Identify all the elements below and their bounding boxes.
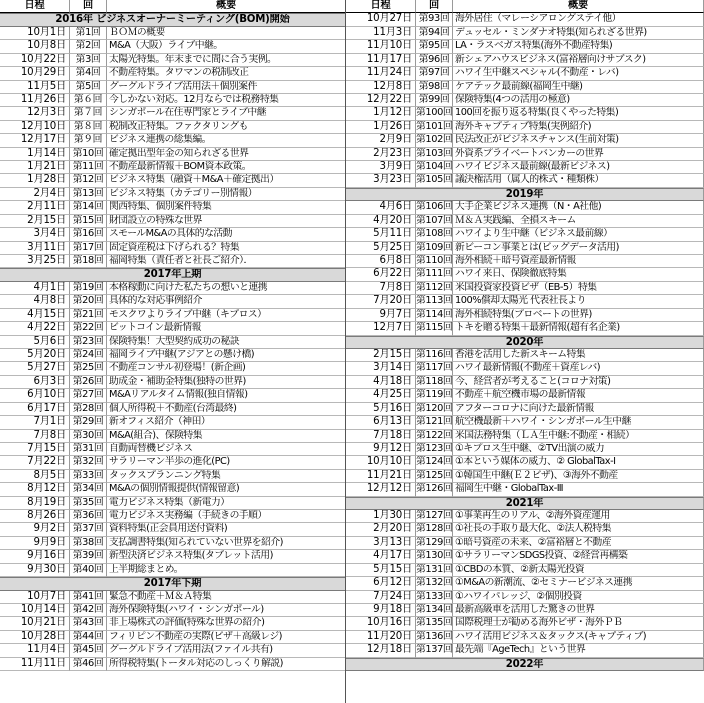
cell-episode[interactable]: 第98回 xyxy=(416,81,453,94)
cell-summary[interactable]: ①暗号資産の未来、②富裕層と不動産 xyxy=(453,537,704,550)
cell-date[interactable]: 8月26日 xyxy=(0,510,70,523)
cell-summary[interactable]: M&A（大阪）ライブ中継。 xyxy=(107,40,346,53)
cell-summary[interactable]: 香港を活用した新スキーム特集 xyxy=(453,349,704,362)
cell-date[interactable]: 3月14日 xyxy=(346,362,416,375)
cell-date[interactable]: 12月18日 xyxy=(346,644,416,657)
header-num[interactable]: 回 xyxy=(70,0,107,13)
cell-date[interactable]: 8月19日 xyxy=(0,497,70,510)
cell-date[interactable]: 10月21日 xyxy=(0,617,70,630)
cell-episode[interactable]: 第111回 xyxy=(416,268,453,281)
cell-summary[interactable]: ①本という媒体の威力、② GlobalTax-Ⅰ xyxy=(453,456,704,469)
cell-summary[interactable]: Ｍ＆Ａ実践編、全損スキーム xyxy=(453,215,704,228)
cell-date[interactable]: 12月7日 xyxy=(346,322,416,335)
cell-episode[interactable]: 第26回 xyxy=(70,376,107,389)
cell-date[interactable]: 11月11日 xyxy=(0,658,70,671)
cell-episode[interactable]: 第127回 xyxy=(416,510,453,523)
cell-summary[interactable]: モスクワよりライブ中継（キプロス） xyxy=(107,309,346,322)
cell-date[interactable]: 9月9日 xyxy=(0,537,70,550)
cell-episode[interactable]: 第97回 xyxy=(416,67,453,80)
cell-summary[interactable]: フィリピン不動産の実際(ビザ＋高級レジ) xyxy=(107,631,346,644)
cell-episode[interactable]: 第123回 xyxy=(416,443,453,456)
cell-summary[interactable]: グーグルドライブ活用法(ファイル共有) xyxy=(107,644,346,657)
right-schedule-table xyxy=(346,0,704,671)
cell-episode[interactable]: 第113回 xyxy=(416,295,453,308)
cell-date[interactable]: 4月8日 xyxy=(0,295,70,308)
cell-episode[interactable]: 第100回 xyxy=(416,107,453,120)
cell-date[interactable]: 4月20日 xyxy=(346,215,416,228)
cell-summary[interactable]: 新型決済ビジネス特集(タブレット活用) xyxy=(107,550,346,563)
cell-summary[interactable]: デュッセル・ミンダナオ特集(知られざる世界) xyxy=(453,27,704,40)
cell-episode[interactable]: 第15回 xyxy=(70,215,107,228)
cell-episode[interactable]: 第112回 xyxy=(416,282,453,295)
cell-summary[interactable]: ビットコイン最新情報 xyxy=(107,322,346,335)
cell-episode[interactable]: 第６回 xyxy=(70,94,107,107)
cell-episode[interactable]: 第10回 xyxy=(70,148,107,161)
cell-date[interactable]: 3月11日 xyxy=(0,242,70,255)
cell-summary[interactable]: ①事業再生のリアル、②海外資産運用 xyxy=(453,510,704,523)
cell-summary[interactable]: 今しかない対応。12月ならでは税務特集 xyxy=(107,94,346,107)
cell-date[interactable]: 7月24日 xyxy=(346,591,416,604)
cell-summary[interactable]: 100回を振り返る特集(良くやった特集) xyxy=(453,107,704,120)
cell-episode[interactable]: 第７回 xyxy=(70,107,107,120)
cell-date[interactable]: 9月16日 xyxy=(0,550,70,563)
cell-summary[interactable]: 関西特集、個別案件特集 xyxy=(107,201,346,214)
cell-date[interactable]: 1月30日 xyxy=(346,510,416,523)
cell-summary[interactable]: 100%償却太陽光 代表社長より xyxy=(453,295,704,308)
cell-summary[interactable]: 本格稼動に向けた私たちの想いと連携 xyxy=(107,282,346,295)
cell-episode[interactable]: 第30回 xyxy=(70,430,107,443)
cell-date[interactable]: 11月21日 xyxy=(346,470,416,483)
cell-episode[interactable]: 第19回 xyxy=(70,282,107,295)
cell-date[interactable]: 7月18日 xyxy=(346,430,416,443)
cell-date[interactable]: 10月1日 xyxy=(0,27,70,40)
cell-summary[interactable]: ハワイ活用ビジネス＆タックス(キャプティブ) xyxy=(453,631,704,644)
cell-summary[interactable]: 外資系プライベートバンカーの世界 xyxy=(453,148,704,161)
cell-summary[interactable]: 国際税理士が勧める海外ビザ・海外ＰＢ xyxy=(453,617,704,630)
cell-summary[interactable]: ①M&Aの新潮流、②セミナービジネス連携 xyxy=(453,577,704,590)
cell-episode[interactable]: 第93回 xyxy=(416,13,453,26)
cell-date[interactable]: 1月12日 xyxy=(346,107,416,120)
cell-date[interactable]: 11月5日 xyxy=(0,81,70,94)
cell-date[interactable]: 9月18日 xyxy=(346,604,416,617)
cell-summary[interactable]: 最先端『AgeTech』という世界 xyxy=(453,644,704,657)
cell-episode[interactable]: 第40回 xyxy=(70,564,107,577)
cell-episode[interactable]: 第29回 xyxy=(70,416,107,429)
cell-summary[interactable]: 新ビーコン事業とは(ビッグデータ活用) xyxy=(453,242,704,255)
cell-episode[interactable]: 第134回 xyxy=(416,604,453,617)
cell-date[interactable]: 12月12日 xyxy=(346,483,416,496)
cell-date[interactable]: 3月13日 xyxy=(346,537,416,550)
cell-episode[interactable]: 第2回 xyxy=(70,40,107,53)
cell-episode[interactable]: 第42回 xyxy=(70,604,107,617)
cell-date[interactable]: 7月20日 xyxy=(346,295,416,308)
cell-summary[interactable]: 不動産特集。タワマンの税制改正 xyxy=(107,67,346,80)
cell-episode[interactable]: 第11回 xyxy=(70,161,107,174)
cell-date[interactable]: 1月26日 xyxy=(346,121,416,134)
header-date[interactable]: 日程 xyxy=(0,0,70,13)
cell-date[interactable]: 6月12日 xyxy=(346,577,416,590)
cell-date[interactable]: 7月8日 xyxy=(0,430,70,443)
cell-episode[interactable]: 第120回 xyxy=(416,403,453,416)
cell-episode[interactable]: 第128回 xyxy=(416,523,453,536)
cell-episode[interactable]: 第20回 xyxy=(70,295,107,308)
cell-date[interactable]: 6月22日 xyxy=(346,268,416,281)
cell-summary[interactable]: 海外キャプティブ特集(実例紹介) xyxy=(453,121,704,134)
cell-episode[interactable]: 第110回 xyxy=(416,255,453,268)
cell-summary[interactable]: 福岡特集（責任者と社長ご紹介）． xyxy=(107,255,346,268)
cell-date[interactable]: 11月3日 xyxy=(346,27,416,40)
cell-episode[interactable]: 第14回 xyxy=(70,201,107,214)
cell-date[interactable]: 8月5日 xyxy=(0,470,70,483)
cell-summary[interactable]: M&A(組合)、保険特集 xyxy=(107,430,346,443)
cell-episode[interactable]: 第103回 xyxy=(416,148,453,161)
cell-date[interactable]: 11月4日 xyxy=(0,644,70,657)
cell-summary[interactable]: 新シェアハウスビジネス(富裕層向けサブスク) xyxy=(453,54,704,67)
cell-episode[interactable]: 第17回 xyxy=(70,242,107,255)
cell-episode[interactable]: 第23回 xyxy=(70,336,107,349)
cell-summary[interactable]: スモールM&Aの具体的な活動 xyxy=(107,228,346,241)
section-header[interactable]: 2016年 ビジネスオーナーミーティング(BOM)開始 xyxy=(0,13,346,26)
cell-summary[interactable]: 海外相続特集(プロベートの世界) xyxy=(453,309,704,322)
cell-episode[interactable]: 第12回 xyxy=(70,174,107,187)
cell-episode[interactable]: 第94回 xyxy=(416,27,453,40)
cell-episode[interactable]: 第105回 xyxy=(416,174,453,187)
cell-episode[interactable]: 第115回 xyxy=(416,322,453,335)
cell-date[interactable]: 11月10日 xyxy=(346,40,416,53)
cell-episode[interactable]: 第45回 xyxy=(70,644,107,657)
cell-date[interactable]: 9月7日 xyxy=(346,309,416,322)
cell-episode[interactable]: 第95回 xyxy=(416,40,453,53)
cell-date[interactable]: 6月10日 xyxy=(0,389,70,402)
cell-summary[interactable]: 議決権活用（属人的株式・種類株） xyxy=(453,174,704,187)
cell-date[interactable]: 9月12日 xyxy=(346,443,416,456)
cell-episode[interactable]: 第25回 xyxy=(70,362,107,375)
cell-date[interactable]: 5月25日 xyxy=(346,242,416,255)
cell-date[interactable]: 6月17日 xyxy=(0,403,70,416)
cell-date[interactable]: 4月17日 xyxy=(346,550,416,563)
cell-date[interactable]: 5月20日 xyxy=(0,349,70,362)
cell-summary[interactable]: 太陽光特集。年末までに間に合う実例。 xyxy=(107,54,346,67)
cell-date[interactable]: 2月23日 xyxy=(346,148,416,161)
cell-summary[interactable]: 助成金・補助金特集(独特の世界) xyxy=(107,376,346,389)
cell-summary[interactable]: グーグルドライブ活用法＋個別案件 xyxy=(107,81,346,94)
cell-date[interactable]: 10月16日 xyxy=(346,617,416,630)
cell-episode[interactable]: 第118回 xyxy=(416,376,453,389)
section-header[interactable]: 2022年 xyxy=(346,658,704,671)
cell-summary[interactable]: 福岡ライブ中継(アジアとの懸け橋) xyxy=(107,349,346,362)
cell-episode[interactable]: 第35回 xyxy=(70,497,107,510)
cell-date[interactable]: 12月10日 xyxy=(0,121,70,134)
cell-date[interactable]: 4月22日 xyxy=(0,322,70,335)
cell-summary[interactable]: 非上場株式の評価(特殊な世界の紹介) xyxy=(107,617,346,630)
cell-summary[interactable]: ①キプロス生中継、②TV出演の威力 xyxy=(453,443,704,456)
cell-summary[interactable]: 福岡生中継・GlobalTax-Ⅲ xyxy=(453,483,704,496)
cell-episode[interactable]: 第122回 xyxy=(416,430,453,443)
cell-summary[interactable]: ハワイ来日、保険徹底特集 xyxy=(453,268,704,281)
cell-date[interactable]: 5月11日 xyxy=(346,228,416,241)
cell-summary[interactable]: M&Aの個別情報提供(情報留意) xyxy=(107,483,346,496)
cell-episode[interactable]: 第109回 xyxy=(416,242,453,255)
cell-episode[interactable]: 第3回 xyxy=(70,54,107,67)
cell-date[interactable]: 6月3日 xyxy=(0,376,70,389)
cell-date[interactable]: 9月2日 xyxy=(0,523,70,536)
cell-date[interactable]: 7月1日 xyxy=(0,416,70,429)
cell-episode[interactable]: 第21回 xyxy=(70,309,107,322)
cell-summary[interactable]: 保険特集！大型契約成功の秘訣 xyxy=(107,336,346,349)
cell-episode[interactable]: 第124回 xyxy=(416,456,453,469)
section-header[interactable]: 2019年 xyxy=(346,188,704,201)
cell-summary[interactable]: 財団設立の特殊な世界 xyxy=(107,215,346,228)
cell-date[interactable]: 2月11日 xyxy=(0,201,70,214)
cell-summary[interactable]: ビジネス特集（カテゴリー別情報） xyxy=(107,188,346,201)
cell-episode[interactable]: 第106回 xyxy=(416,201,453,214)
cell-episode[interactable]: 第13回 xyxy=(70,188,107,201)
cell-date[interactable]: 3月4日 xyxy=(0,228,70,241)
cell-summary[interactable]: 民法改正がビジネスチャンス(生前対策) xyxy=(453,134,704,147)
cell-summary[interactable]: 不動産最新情報＋BOM資本政策。 xyxy=(107,161,346,174)
cell-date[interactable]: 10月28日 xyxy=(0,631,70,644)
cell-episode[interactable]: 第121回 xyxy=(416,416,453,429)
cell-date[interactable]: 3月23日 xyxy=(346,174,416,187)
cell-episode[interactable]: 第31回 xyxy=(70,443,107,456)
cell-date[interactable]: 11月20日 xyxy=(346,631,416,644)
cell-episode[interactable]: 第41回 xyxy=(70,591,107,604)
cell-summary[interactable]: 米国法務特集（ＬＡ生中継:不動産・相続） xyxy=(453,430,704,443)
cell-summary[interactable]: ＢＯＭの概要 xyxy=(107,27,346,40)
cell-summary[interactable]: 所得税特集(トータル対応のしっくり解説) xyxy=(107,658,346,671)
cell-episode[interactable]: 第24回 xyxy=(70,349,107,362)
cell-episode[interactable]: 第43回 xyxy=(70,617,107,630)
section-header[interactable]: 2021年 xyxy=(346,497,704,510)
cell-date[interactable]: 12月8日 xyxy=(346,81,416,94)
cell-date[interactable]: 5月6日 xyxy=(0,336,70,349)
cell-summary[interactable]: ビジネス連携の総集編。 xyxy=(107,134,346,147)
cell-episode[interactable]: 第108回 xyxy=(416,228,453,241)
cell-date[interactable]: 3月9日 xyxy=(346,161,416,174)
cell-episode[interactable]: 第126回 xyxy=(416,483,453,496)
cell-summary[interactable]: ビジネス特集（融資＋M&A＋確定拠出） xyxy=(107,174,346,187)
cell-summary[interactable]: 海外居住（マレーシアロングステイ他） xyxy=(453,13,704,26)
cell-date[interactable]: 1月28日 xyxy=(0,174,70,187)
cell-episode[interactable]: 第119回 xyxy=(416,389,453,402)
section-header[interactable]: 2017年下期 xyxy=(0,577,346,590)
cell-episode[interactable]: 第133回 xyxy=(416,591,453,604)
cell-episode[interactable]: 第104回 xyxy=(416,161,453,174)
cell-date[interactable]: 4月6日 xyxy=(346,201,416,214)
cell-episode[interactable]: 第44回 xyxy=(70,631,107,644)
cell-date[interactable]: 10月22日 xyxy=(0,54,70,67)
cell-date[interactable]: 12月22日 xyxy=(346,94,416,107)
cell-summary[interactable]: ハワイビジネス最前線(最新ビジネス) xyxy=(453,161,704,174)
cell-episode[interactable]: 第135回 xyxy=(416,617,453,630)
cell-summary[interactable]: M&Aリアルタイム情報(独自情報) xyxy=(107,389,346,402)
cell-summary[interactable]: 航空機最新＋ハワイ・シンガポール生中継 xyxy=(453,416,704,429)
section-header[interactable]: 2017年上期 xyxy=(0,268,346,281)
header-summary[interactable]: 概要 xyxy=(453,0,704,13)
cell-date[interactable]: 10月10日 xyxy=(346,456,416,469)
cell-episode[interactable]: 第102回 xyxy=(416,134,453,147)
cell-date[interactable]: 2月20日 xyxy=(346,523,416,536)
left-schedule-table xyxy=(0,0,346,671)
cell-date[interactable]: 1月14日 xyxy=(0,148,70,161)
cell-episode[interactable]: 第114回 xyxy=(416,309,453,322)
cell-summary[interactable]: タックスプランニング特集 xyxy=(107,470,346,483)
cell-date[interactable]: 8月12日 xyxy=(0,483,70,496)
cell-episode[interactable]: 第18回 xyxy=(70,255,107,268)
cell-date[interactable]: 2月9日 xyxy=(346,134,416,147)
cell-episode[interactable]: 第９回 xyxy=(70,134,107,147)
cell-date[interactable]: 10月27日 xyxy=(346,13,416,26)
cell-episode[interactable]: 第107回 xyxy=(416,215,453,228)
cell-date[interactable]: 5月27日 xyxy=(0,362,70,375)
cell-summary[interactable]: 支払調書特集(知られていない世界を紹介) xyxy=(107,537,346,550)
cell-summary[interactable]: ①ハワイパレッジ、②個別投資 xyxy=(453,591,704,604)
cell-episode[interactable]: 第125回 xyxy=(416,470,453,483)
cell-summary[interactable]: 資料特集(正会員用送付資料) xyxy=(107,523,346,536)
cell-date[interactable]: 4月1日 xyxy=(0,282,70,295)
cell-summary[interactable]: 緊急不動産＋Ｍ＆Ａ特集 xyxy=(107,591,346,604)
cell-date[interactable]: 4月15日 xyxy=(0,309,70,322)
cell-episode[interactable]: 第27回 xyxy=(70,389,107,402)
cell-episode[interactable]: 第4回 xyxy=(70,67,107,80)
cell-episode[interactable]: 第101回 xyxy=(416,121,453,134)
cell-episode[interactable]: 第16回 xyxy=(70,228,107,241)
cell-episode[interactable]: 第39回 xyxy=(70,550,107,563)
cell-summary[interactable]: 個人所得税＋不動産(台湾最終) xyxy=(107,403,346,416)
cell-date[interactable]: 7月8日 xyxy=(346,282,416,295)
cell-date[interactable]: 11月26日 xyxy=(0,94,70,107)
cell-summary[interactable]: 確定拠出型年金の知られざる世界 xyxy=(107,148,346,161)
cell-summary[interactable]: ①サラリーマンSDGS投資、②経営再構築 xyxy=(453,550,704,563)
cell-episode[interactable]: 第32回 xyxy=(70,456,107,469)
cell-summary[interactable]: 米国投資家投資ビザ（EB-5）特集 xyxy=(453,282,704,295)
cell-date[interactable]: 7月15日 xyxy=(0,443,70,456)
cell-date[interactable]: 4月18日 xyxy=(346,376,416,389)
cell-summary[interactable]: 具体的な対応事例紹介 xyxy=(107,295,346,308)
cell-date[interactable]: 4月25日 xyxy=(346,389,416,402)
cell-summary[interactable]: 海外相続＋暗号資産最新情報 xyxy=(453,255,704,268)
cell-summary[interactable]: ハワイより生中継（ビジネス最前線） xyxy=(453,228,704,241)
cell-episode[interactable]: 第36回 xyxy=(70,510,107,523)
cell-date[interactable]: 3月25日 xyxy=(0,255,70,268)
cell-episode[interactable]: 第22回 xyxy=(70,322,107,335)
cell-date[interactable]: 9月30日 xyxy=(0,564,70,577)
cell-date[interactable]: 5月16日 xyxy=(346,403,416,416)
cell-episode[interactable]: 第117回 xyxy=(416,362,453,375)
cell-episode[interactable]: 第137回 xyxy=(416,644,453,657)
cell-date[interactable]: 1月21日 xyxy=(0,161,70,174)
cell-episode[interactable]: 第130回 xyxy=(416,550,453,563)
header-num[interactable]: 回 xyxy=(416,0,453,13)
header-date[interactable]: 日程 xyxy=(346,0,416,13)
cell-summary[interactable]: 固定資産税は下げられる？特集 xyxy=(107,242,346,255)
cell-episode[interactable]: 第96回 xyxy=(416,54,453,67)
cell-summary[interactable]: ①社長の手取り最大化、②法人税特集 xyxy=(453,523,704,536)
cell-episode[interactable]: 第99回 xyxy=(416,94,453,107)
cell-summary[interactable]: ①韓国生中継(Ｅ２ビザ)、③海外不動産 xyxy=(453,470,704,483)
cell-date[interactable]: 2月4日 xyxy=(0,188,70,201)
cell-summary[interactable]: サラリーマン半歩の進化(PC) xyxy=(107,456,346,469)
cell-date[interactable]: 11月17日 xyxy=(346,54,416,67)
cell-episode[interactable]: 第38回 xyxy=(70,537,107,550)
cell-episode[interactable]: 第33回 xyxy=(70,470,107,483)
cell-summary[interactable]: 自動両替機ビジネス xyxy=(107,443,346,456)
cell-summary[interactable]: トキを贈る特集＋最新情報(超有名企業) xyxy=(453,322,704,335)
cell-date[interactable]: 6月13日 xyxy=(346,416,416,429)
cell-episode[interactable]: 第136回 xyxy=(416,631,453,644)
cell-date[interactable]: 6月8日 xyxy=(346,255,416,268)
cell-episode[interactable]: 第132回 xyxy=(416,577,453,590)
cell-episode[interactable]: 第46回 xyxy=(70,658,107,671)
cell-episode[interactable]: 第131回 xyxy=(416,564,453,577)
cell-summary[interactable]: ケアテック最前線(福岡生中継) xyxy=(453,81,704,94)
cell-date[interactable]: 10月8日 xyxy=(0,40,70,53)
cell-summary[interactable]: 新オフィス紹介（神田） xyxy=(107,416,346,429)
cell-summary[interactable]: ①CBDの本質、②新太陽光投資 xyxy=(453,564,704,577)
cell-summary[interactable]: 電力ビジネス実務編（手続きの手順） xyxy=(107,510,346,523)
cell-date[interactable]: 10月7日 xyxy=(0,591,70,604)
cell-summary[interactable]: 上半期総まとめ。 xyxy=(107,564,346,577)
cell-date[interactable]: 5月15日 xyxy=(346,564,416,577)
cell-summary[interactable]: 保険特集(4つの活用の極意) xyxy=(453,94,704,107)
cell-date[interactable]: 2月15日 xyxy=(0,215,70,228)
cell-episode[interactable]: 第5回 xyxy=(70,81,107,94)
cell-summary[interactable]: 今、経営者が考えること(コロナ対策) xyxy=(453,376,704,389)
cell-date[interactable]: 10月14日 xyxy=(0,604,70,617)
cell-date[interactable]: 12月17日 xyxy=(0,134,70,147)
cell-summary[interactable]: 不動産＋航空機市場の最新情報 xyxy=(453,389,704,402)
cell-episode[interactable]: 第28回 xyxy=(70,403,107,416)
cell-episode[interactable]: 第34回 xyxy=(70,483,107,496)
cell-episode[interactable]: 第８回 xyxy=(70,121,107,134)
cell-summary[interactable]: ハワイ生中継スペシャル(不動産・レバ) xyxy=(453,67,704,80)
cell-summary[interactable]: 大手企業ビジネス連携（N・A社他) xyxy=(453,201,704,214)
cell-episode[interactable]: 第129回 xyxy=(416,537,453,550)
cell-date[interactable]: 7月22日 xyxy=(0,456,70,469)
header-summary[interactable]: 概要 xyxy=(107,0,346,13)
cell-episode[interactable]: 第116回 xyxy=(416,349,453,362)
cell-summary[interactable]: 電力ビジネス特集（新電力） xyxy=(107,497,346,510)
cell-date[interactable]: 2月15日 xyxy=(346,349,416,362)
cell-episode[interactable]: 第1回 xyxy=(70,27,107,40)
cell-summary[interactable]: シンガポール在住専門家とライブ中継 xyxy=(107,107,346,120)
cell-summary[interactable]: LA・ラスベガス特集(海外不動産特集) xyxy=(453,40,704,53)
cell-summary[interactable]: 海外保険特集(ハワイ・シンガポール) xyxy=(107,604,346,617)
cell-summary[interactable]: 最新高級車を活用した驚きの世界 xyxy=(453,604,704,617)
cell-date[interactable]: 11月24日 xyxy=(346,67,416,80)
cell-summary[interactable]: ハワイ最新情報(不動産＋資産レバ) xyxy=(453,362,704,375)
cell-episode[interactable]: 第37回 xyxy=(70,523,107,536)
cell-summary[interactable]: 不動産コンサル初登場！(新企画) xyxy=(107,362,346,375)
cell-summary[interactable]: 税制改正特集。ファクタリングも xyxy=(107,121,346,134)
section-header[interactable]: 2020年 xyxy=(346,336,704,349)
cell-date[interactable]: 12月3日 xyxy=(0,107,70,120)
cell-summary[interactable]: アフターコロナに向けた最新情報 xyxy=(453,403,704,416)
cell-date[interactable]: 10月29日 xyxy=(0,67,70,80)
